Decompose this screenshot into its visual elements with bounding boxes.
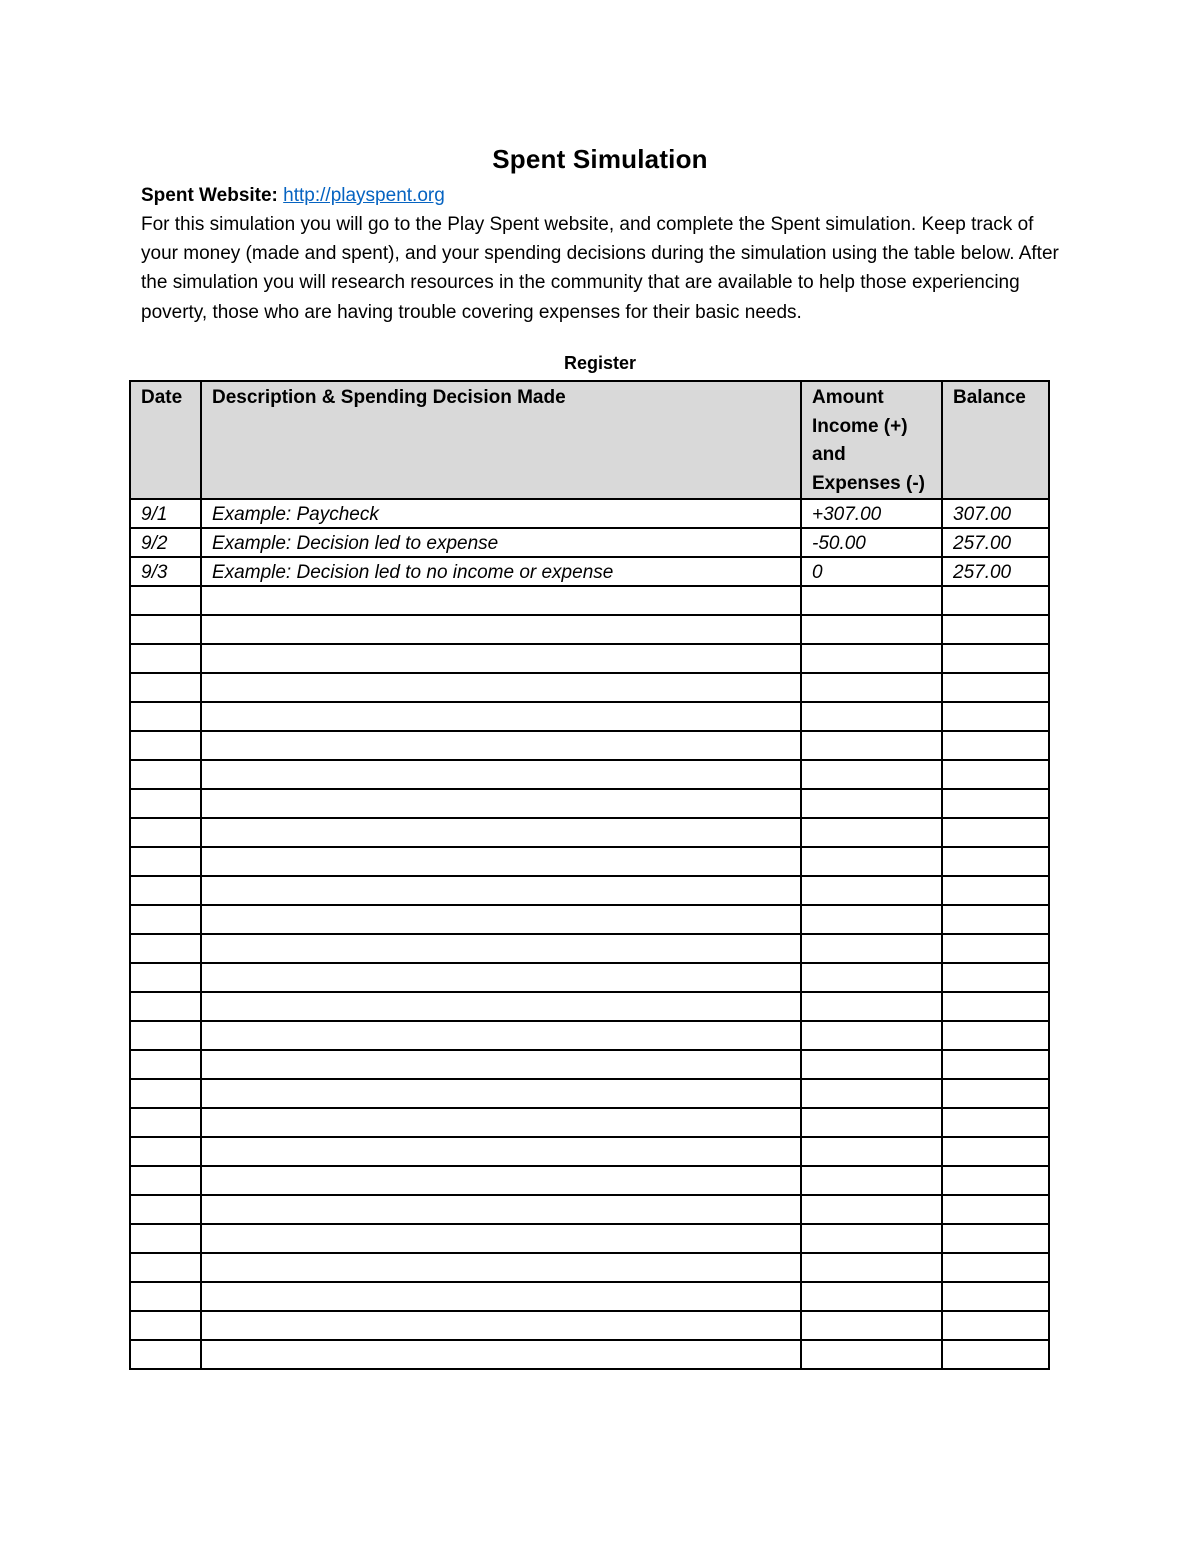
empty-table-row[interactable]	[130, 702, 1049, 731]
empty-date-cell[interactable]	[130, 702, 201, 731]
empty-table-row[interactable]	[130, 1282, 1049, 1311]
website-line	[141, 181, 445, 210]
empty-table-row[interactable]	[130, 905, 1049, 934]
empty-description-cell[interactable]	[201, 876, 801, 905]
empty-description-cell[interactable]	[201, 1137, 801, 1166]
empty-date-cell[interactable]	[130, 586, 201, 615]
empty-amount-cell[interactable]	[801, 673, 942, 702]
empty-table-row[interactable]	[130, 876, 1049, 905]
empty-date-cell[interactable]	[130, 673, 201, 702]
empty-date-cell[interactable]	[130, 876, 201, 905]
empty-description-cell[interactable]	[201, 992, 801, 1021]
empty-balance-cell[interactable]	[942, 1050, 1049, 1079]
empty-table-row[interactable]	[130, 1253, 1049, 1282]
empty-table-row[interactable]	[130, 760, 1049, 789]
empty-amount-cell[interactable]	[801, 586, 942, 615]
table-row	[130, 528, 1049, 557]
empty-amount-cell[interactable]	[801, 1282, 942, 1311]
empty-date-cell[interactable]	[130, 992, 201, 1021]
empty-balance-cell[interactable]	[942, 934, 1049, 963]
empty-amount-cell[interactable]	[801, 1050, 942, 1079]
empty-amount-cell[interactable]	[801, 992, 942, 1021]
empty-description-cell[interactable]	[201, 1166, 801, 1195]
empty-amount-cell[interactable]	[801, 615, 942, 644]
empty-description-cell[interactable]	[201, 789, 801, 818]
empty-balance-cell[interactable]	[942, 673, 1049, 702]
empty-table-row[interactable]	[130, 644, 1049, 673]
empty-date-cell[interactable]	[130, 760, 201, 789]
empty-amount-cell[interactable]	[801, 1166, 942, 1195]
empty-amount-cell[interactable]	[801, 963, 942, 992]
empty-description-cell[interactable]	[201, 1108, 801, 1137]
intro-paragraph: For this simulation you will go to the Play Spent website, and complete the Spent simulation. Keep track of your money (made and spent), and your spending decisions during the simulation using the table below. After the simulation you will research resources in the community that are available to help those experiencing poverty, those who are having trouble covering expenses for their basic needs.	[141, 214, 1059, 323]
amount-cell: 0	[801, 557, 942, 586]
table-row	[130, 499, 1049, 528]
empty-description-cell[interactable]	[201, 1340, 801, 1369]
empty-amount-cell[interactable]	[801, 905, 942, 934]
column-header-balance: Balance	[942, 381, 1049, 499]
empty-description-cell[interactable]	[201, 1253, 801, 1282]
empty-description-cell[interactable]	[201, 731, 801, 760]
empty-table-row[interactable]	[130, 1079, 1049, 1108]
balance-cell: 257.00	[942, 557, 1049, 586]
empty-date-cell[interactable]	[130, 1282, 201, 1311]
empty-table-row[interactable]	[130, 934, 1049, 963]
empty-amount-cell[interactable]	[801, 818, 942, 847]
empty-balance-cell[interactable]	[942, 905, 1049, 934]
empty-description-cell[interactable]	[201, 1195, 801, 1224]
empty-balance-cell[interactable]	[942, 1340, 1049, 1369]
amount-cell: +307.00	[801, 499, 942, 528]
empty-description-cell[interactable]	[201, 905, 801, 934]
empty-description-cell[interactable]	[201, 818, 801, 847]
page-title: Spent Simulation	[492, 144, 708, 174]
empty-description-cell[interactable]	[201, 673, 801, 702]
empty-date-cell[interactable]	[130, 1311, 201, 1340]
empty-balance-cell[interactable]	[942, 615, 1049, 644]
empty-balance-cell[interactable]	[942, 992, 1049, 1021]
empty-amount-cell[interactable]	[801, 1108, 942, 1137]
website-link[interactable]: http://playspent.org	[283, 185, 445, 206]
header-row	[130, 381, 1049, 499]
empty-table-row[interactable]	[130, 1137, 1049, 1166]
empty-description-cell[interactable]	[201, 615, 801, 644]
column-header-description: Description & Spending Decision Made	[201, 381, 801, 499]
empty-description-cell[interactable]	[201, 847, 801, 876]
empty-date-cell[interactable]	[130, 1079, 201, 1108]
empty-date-cell[interactable]	[130, 1340, 201, 1369]
balance-cell: 257.00	[942, 528, 1049, 557]
empty-table-row[interactable]	[130, 1166, 1049, 1195]
empty-description-cell[interactable]	[201, 586, 801, 615]
empty-table-row[interactable]	[130, 847, 1049, 876]
empty-table-row[interactable]	[130, 1050, 1049, 1079]
empty-balance-cell[interactable]	[942, 1253, 1049, 1282]
empty-date-cell[interactable]	[130, 644, 201, 673]
empty-balance-cell[interactable]	[942, 789, 1049, 818]
column-header-date: Date	[130, 381, 201, 499]
empty-table-row[interactable]	[130, 1021, 1049, 1050]
empty-description-cell[interactable]	[201, 934, 801, 963]
table-row	[130, 557, 1049, 586]
empty-balance-cell[interactable]	[942, 1166, 1049, 1195]
empty-balance-cell[interactable]	[942, 1224, 1049, 1253]
empty-table-row[interactable]	[130, 789, 1049, 818]
empty-table-row[interactable]	[130, 673, 1049, 702]
empty-balance-cell[interactable]	[942, 1137, 1049, 1166]
empty-amount-cell[interactable]	[801, 1253, 942, 1282]
empty-balance-cell[interactable]	[942, 876, 1049, 905]
empty-balance-cell[interactable]	[942, 1282, 1049, 1311]
empty-balance-cell[interactable]	[942, 644, 1049, 673]
column-header-amount: Amount Income (+) and Expenses (-)	[801, 381, 942, 499]
empty-description-cell[interactable]	[201, 1079, 801, 1108]
empty-balance-cell[interactable]	[942, 1021, 1049, 1050]
empty-amount-cell[interactable]	[801, 1021, 942, 1050]
empty-description-cell[interactable]	[201, 1224, 801, 1253]
empty-balance-cell[interactable]	[942, 1108, 1049, 1137]
empty-amount-cell[interactable]	[801, 760, 942, 789]
empty-amount-cell[interactable]	[801, 934, 942, 963]
empty-table-row[interactable]	[130, 1311, 1049, 1340]
empty-date-cell[interactable]	[130, 789, 201, 818]
date-cell: 9/3	[130, 557, 201, 586]
empty-table-row[interactable]	[130, 1340, 1049, 1369]
empty-date-cell[interactable]	[130, 615, 201, 644]
empty-table-row[interactable]	[130, 992, 1049, 1021]
empty-balance-cell[interactable]	[942, 963, 1049, 992]
empty-date-cell[interactable]	[130, 1108, 201, 1137]
empty-balance-cell[interactable]	[942, 818, 1049, 847]
empty-date-cell[interactable]	[130, 963, 201, 992]
empty-date-cell[interactable]	[130, 1050, 201, 1079]
empty-balance-cell[interactable]	[942, 1311, 1049, 1340]
empty-description-cell[interactable]	[201, 644, 801, 673]
description-cell: Example: Decision led to expense	[201, 528, 801, 557]
empty-amount-cell[interactable]	[801, 1195, 942, 1224]
empty-date-cell[interactable]	[130, 1253, 201, 1282]
empty-amount-cell[interactable]	[801, 1311, 942, 1340]
empty-amount-cell[interactable]	[801, 702, 942, 731]
empty-date-cell[interactable]	[130, 1195, 201, 1224]
empty-description-cell[interactable]	[201, 1311, 801, 1340]
empty-amount-cell[interactable]	[801, 1340, 942, 1369]
description-cell: Example: Paycheck	[201, 499, 801, 528]
register-table	[129, 380, 1050, 1370]
empty-table-row[interactable]	[130, 1195, 1049, 1224]
balance-cell: 307.00	[942, 499, 1049, 528]
empty-description-cell[interactable]	[201, 760, 801, 789]
empty-date-cell[interactable]	[130, 818, 201, 847]
empty-amount-cell[interactable]	[801, 1224, 942, 1253]
empty-balance-cell[interactable]	[942, 586, 1049, 615]
description-cell: Example: Decision led to no income or expense	[201, 557, 801, 586]
date-cell: 9/2	[130, 528, 201, 557]
empty-table-row[interactable]	[130, 586, 1049, 615]
empty-balance-cell[interactable]	[942, 702, 1049, 731]
empty-amount-cell[interactable]	[801, 876, 942, 905]
empty-table-row[interactable]	[130, 818, 1049, 847]
date-cell: 9/1	[130, 499, 201, 528]
empty-balance-cell[interactable]	[942, 1195, 1049, 1224]
empty-amount-cell[interactable]	[801, 1079, 942, 1108]
empty-date-cell[interactable]	[130, 934, 201, 963]
empty-table-row[interactable]	[130, 1224, 1049, 1253]
empty-table-row[interactable]	[130, 1108, 1049, 1137]
empty-amount-cell[interactable]	[801, 1137, 942, 1166]
empty-amount-cell[interactable]	[801, 847, 942, 876]
empty-description-cell[interactable]	[201, 1282, 801, 1311]
empty-date-cell[interactable]	[130, 1021, 201, 1050]
empty-date-cell[interactable]	[130, 905, 201, 934]
empty-balance-cell[interactable]	[942, 731, 1049, 760]
empty-balance-cell[interactable]	[942, 760, 1049, 789]
empty-table-row[interactable]	[130, 731, 1049, 760]
empty-balance-cell[interactable]	[942, 1079, 1049, 1108]
empty-date-cell[interactable]	[130, 731, 201, 760]
empty-table-row[interactable]	[130, 963, 1049, 992]
empty-date-cell[interactable]	[130, 1166, 201, 1195]
register-caption: Register	[563, 353, 637, 373]
empty-description-cell[interactable]	[201, 1021, 801, 1050]
empty-amount-cell[interactable]	[801, 731, 942, 760]
empty-date-cell[interactable]	[130, 847, 201, 876]
empty-amount-cell[interactable]	[801, 644, 942, 673]
website-label: Spent Website:	[141, 185, 278, 206]
empty-table-row[interactable]	[130, 615, 1049, 644]
amount-cell: -50.00	[801, 528, 942, 557]
empty-description-cell[interactable]	[201, 1050, 801, 1079]
empty-balance-cell[interactable]	[942, 847, 1049, 876]
empty-description-cell[interactable]	[201, 702, 801, 731]
empty-date-cell[interactable]	[130, 1137, 201, 1166]
empty-date-cell[interactable]	[130, 1224, 201, 1253]
empty-amount-cell[interactable]	[801, 789, 942, 818]
empty-description-cell[interactable]	[201, 963, 801, 992]
